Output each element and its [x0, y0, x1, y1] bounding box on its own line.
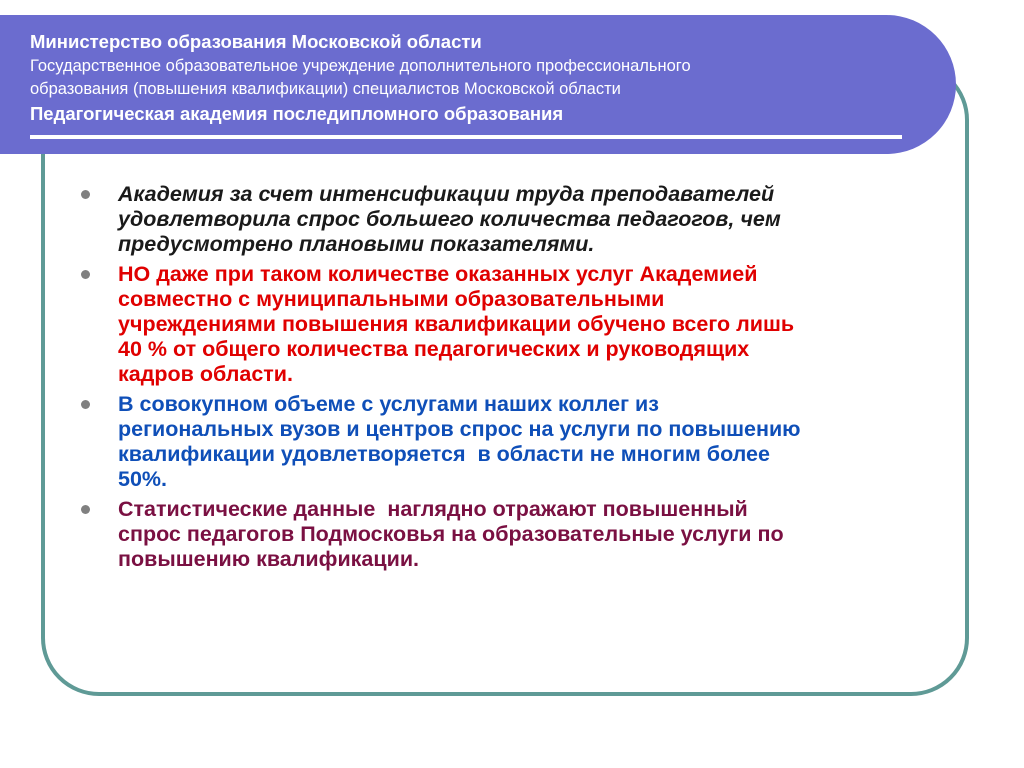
bullet-item-but: [78, 262, 948, 387]
bullet-dot-icon: [81, 400, 90, 409]
bullet-list: [78, 182, 948, 577]
bullet-line: повышению квалификации.: [118, 547, 420, 571]
bullet-dot-icon: [81, 190, 90, 199]
bullet-line: Статистические данные наглядно отражают повышенный: [118, 497, 748, 521]
bullet-line: спрос педагогов Подмосковья на образовательные услуги по: [118, 522, 784, 546]
bullet-line: региональных вузов и центров спрос на услуги по повышению: [118, 417, 801, 441]
bullet-line: кадров области.: [118, 362, 293, 386]
header-underline: [30, 135, 902, 139]
header-banner: [0, 15, 956, 154]
bullet-line: 40 % от общего количества педагогических и руководящих: [118, 337, 750, 361]
bullet-line: учреждениями повышения квалификации обучено всего лишь: [118, 312, 795, 336]
bullet-item-academy: [78, 182, 948, 257]
ministry-title: Министерство образования Московской области: [30, 31, 482, 52]
institution-line-1: Государственное образовательное учреждение дополнительного профессионального: [30, 57, 691, 75]
bullet-line: Академия за счет интенсификации труда преподавателей: [118, 182, 775, 206]
bullet-line: В совокупном объеме с услугами наших коллег из: [118, 392, 659, 416]
bullet-dot-icon: [81, 270, 90, 279]
bullet-line: квалификации удовлетворяется в области не многим более: [118, 442, 770, 466]
bullet-line: совместно с муниципальными образовательными: [118, 287, 665, 311]
bullet-line: 50%.: [118, 467, 168, 491]
bullet-line: НО даже при таком количестве оказанных услуг Академией: [118, 262, 758, 286]
academy-title: Педагогическая академия последипломного образования: [30, 103, 564, 124]
header-text-block: [30, 31, 910, 125]
bullet-line: удовлетворила спрос большего количества педагогов, чем: [118, 207, 781, 231]
bullet-item-cumulative: [78, 392, 948, 492]
bullet-line: предусмотрено плановыми показателями.: [118, 232, 595, 256]
institution-line-2: образования (повышения квалификации) специалистов Московской области: [30, 80, 621, 98]
bullet-item-statistics: [78, 497, 948, 572]
bullet-dot-icon: [81, 505, 90, 514]
